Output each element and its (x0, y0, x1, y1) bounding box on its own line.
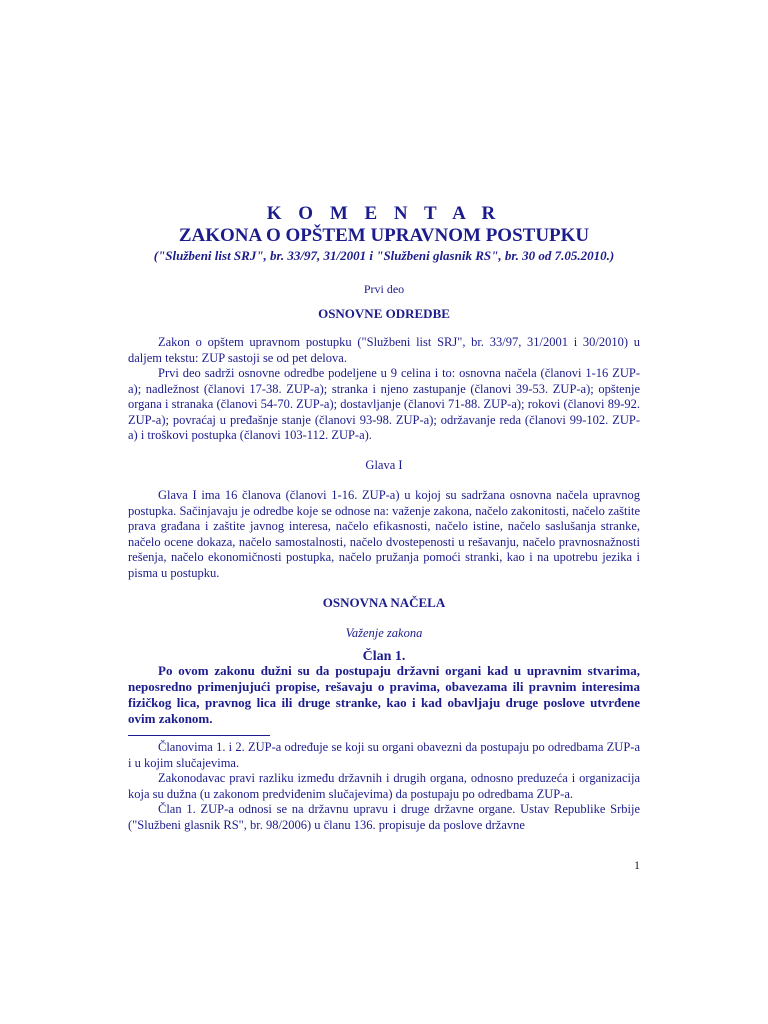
separator-rule (128, 735, 270, 736)
article-caption: Važenje zakona (345, 626, 423, 640)
document-title-law: ZAKONA O OPŠTEM UPRAVNOM POSTUPKU (178, 225, 590, 246)
commentary-paragraph: Članovima 1. i 2. ZUP-a određuje se koji su organi obavezni da postupaju po odredbama ZUP-a i u kojim slučajevima. (128, 740, 640, 770)
document-subtitle-gazette: ("Službeni list SRJ", br. 33/97, 31/2001 i "Službeni glasnik RS", br. 30 od 7.05.2010.) (153, 248, 615, 263)
section-heading: OSNOVNA NAČELA (322, 595, 446, 610)
commentary-section (128, 740, 640, 833)
commentary-paragraph: Zakonodavac pravi razliku između državnih i drugih organa, odnosno preduzeća i organizacija koja su dužna (u zakonom predviđenim slučajevima) da postupaju po odredbama ZUP-a. (128, 771, 640, 801)
chapter-section (128, 488, 640, 581)
intro-paragraph: Zakon o opštem upravnom postupku ("Službeni list SRJ", br. 33/97, 31/2001 i 30/2010) u daljem tekstu: ZUP sastoji se od pet delova. (128, 335, 640, 365)
chapter-paragraph: Glava I ima 16 članova (članovi 1-16. ZUP-a) u kojoj su sadržana osnovna načela upravnog postupka. Sačinjavaju je odredbe koje se odnose na: važenje zakona, načelo zakonitosti, načelo zaštite prava građana i zaštite javnog interesa, načelo efikasnosti, načelo istine, načelo saslušanja stranke, načelo ocene dokaza, načelo samostalnosti, načelo dvostepenosti u rešavanju, načelo pravnosnažnosti rešenja, načelo ekonomičnosti postupka, načelo pružanja pomoći stranki, kao i na upotrebu jezika i pisma u postupku. (128, 488, 640, 580)
commentary-paragraph: Član 1. ZUP-a odnosi se na državnu upravu i druge državne organe. Ustav Republike Srbije ("Službeni glasnik RS", br. 98/2006) u članu 136. propisuje da poslove državne (128, 802, 640, 832)
part-label: Prvi deo (363, 282, 405, 296)
document-title-komentar: K O M E N T A R (266, 203, 502, 224)
part-heading: OSNOVNE ODREDBE (318, 306, 450, 321)
article-text: Po ovom zakonu dužni su da postupaju državni organi kad u upravnim stvarima, neposredno primenjujući propise, rešavaju o pravima, obavezama ili pravnim interesima fizičkog lica, pravnog lica ili druge stranke, kao i kad obavljaju druge poslove utvrđene ovim zakonom. (128, 663, 640, 726)
intro-section (128, 335, 640, 444)
article-body (128, 663, 640, 727)
chapter-label: Glava I (365, 458, 403, 472)
page-number: 1 (634, 858, 640, 872)
intro-paragraph: Prvi deo sadrži osnovne odredbe podeljene u 9 celina i to: osnovna načela (članovi 1-16 ZUP-a); nadležnost (članovi 17-38. ZUP-a); stranka i njeno zastupanje (članovi 39-53. ZUP-a); opštenje organa i stranaka (članovi 54-70. ZUP-a); dostavljanje (članovi 71-88. ZUP-a); rokovi (članovi 89-92. ZUP-a); povraćaj u pređašnje stanje (članovi 93-98. ZUP-a); održavanje reda (članovi 99-102. ZUP-a) i troškovi postupka (članovi 103-112. ZUP-a). (128, 366, 640, 442)
article-number: Član 1. (362, 649, 406, 664)
